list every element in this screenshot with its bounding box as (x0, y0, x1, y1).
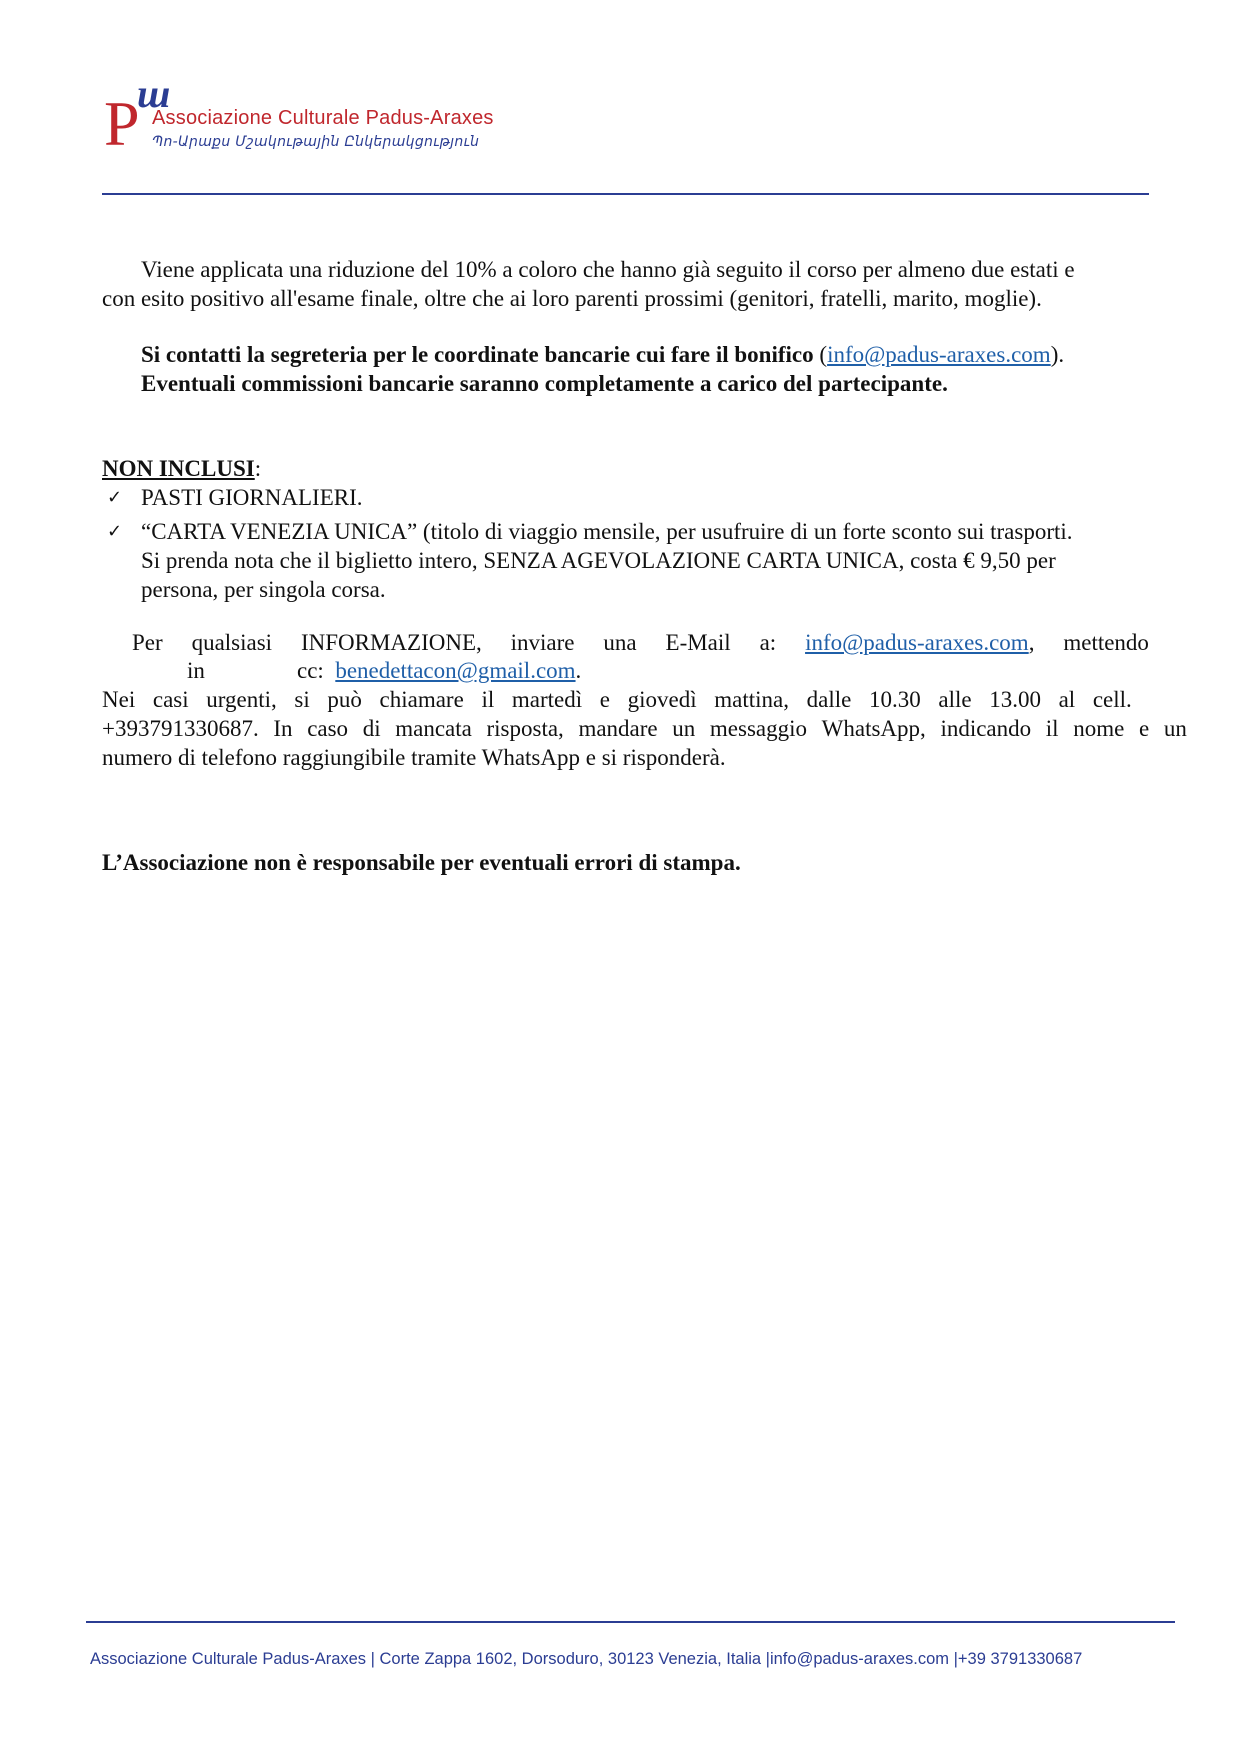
info-word: qualsiasi (191, 630, 273, 655)
urgent-word: si (294, 687, 310, 712)
urgent-word: casi (152, 687, 189, 712)
check-icon: ✓ (107, 521, 123, 542)
header-divider (102, 193, 1149, 195)
urgent-word: risposta, (486, 716, 564, 741)
check-icon: ✓ (107, 487, 123, 508)
non-inclusi-item-2-line-2: Si prenda nota che il biglietto intero, SENZA AGEVOLAZIONE CARTA UNICA, costa € 9,50 per (141, 548, 1056, 573)
non-inclusi-item-1: PASTI GIORNALIERI. (141, 485, 363, 510)
urgent-word: un (672, 716, 696, 741)
bank-instruction: Si contatti la segreteria per le coordinate bancarie cui fare il bonifico (141, 342, 814, 367)
discount-line-1: Viene applicata una riduzione del 10% a coloro che hanno già seguito il corso per almeno due estati e (141, 257, 1075, 282)
urgent-word: mattina, (714, 687, 789, 712)
urgent-word: il (481, 687, 495, 712)
urgent-word: urgenti, (206, 687, 277, 712)
urgent-line-2 (102, 714, 1187, 743)
bank-close: ). (1050, 342, 1065, 367)
urgent-line-1 (102, 685, 1132, 714)
urgent-word: caso (307, 716, 349, 741)
info-in: in (187, 658, 205, 683)
footer-divider (86, 1621, 1175, 1623)
urgent-word: dalle (806, 687, 852, 712)
bank-email-link[interactable]: info@padus-araxes.com (827, 342, 1051, 367)
info-comma: , (1028, 630, 1035, 655)
disclaimer: L’Associazione non è responsabile per eventuali errori di stampa. (102, 850, 741, 875)
info-word: E-Mail (665, 630, 731, 655)
urgent-line-3: numero di telefono raggiungibile tramite WhatsApp e si risponderà. (102, 745, 726, 770)
urgent-word: 13.00 (989, 687, 1041, 712)
urgent-word: Nei (102, 687, 136, 712)
footer-contact: Associazione Culturale Padus-Araxes | Corte Zappa 1602, Dorsoduro, 30123 Venezia, Italia |info@padus-araxes.com |+39 3791330687 (90, 1650, 1083, 1668)
urgent-word: messaggio (709, 716, 808, 741)
urgent-word: giovedì (627, 687, 697, 712)
info-period: . (575, 658, 582, 683)
info-word: inviare (510, 630, 575, 655)
info-word: una (603, 630, 637, 655)
urgent-word: In (273, 716, 293, 741)
info-email-link[interactable]: info@padus-araxes.com (805, 630, 1029, 655)
urgent-word: chiamare (379, 687, 464, 712)
bank-open-paren: ( (819, 342, 828, 367)
urgent-word: martedì (511, 687, 583, 712)
urgent-word: mancata (395, 716, 472, 741)
info-word: Per (132, 630, 163, 655)
urgent-word: e (599, 687, 610, 712)
info-cc-label: cc: (297, 658, 324, 683)
non-inclusi-colon: : (254, 456, 262, 481)
logo-org-name-armenian: Պո-Արաքս Մշակութային Ընկերակցություն (152, 134, 480, 150)
bank-line-2: Eventuali commissioni bancarie saranno completamente a carico del partecipante. (141, 371, 948, 396)
urgent-word: nome (1073, 716, 1125, 741)
urgent-word: un (1163, 716, 1187, 741)
non-inclusi-heading-row (102, 454, 261, 483)
urgent-word: alle (938, 687, 972, 712)
cc-email-link[interactable]: benedettacon@gmail.com (335, 658, 576, 683)
urgent-word: il (1045, 716, 1059, 741)
logo-letter-p: P (104, 88, 140, 159)
info-word: a: (759, 630, 777, 655)
logo-letter-w: ш (137, 71, 171, 116)
urgent-word: mandare (578, 716, 658, 741)
urgent-word: 10.30 (868, 687, 921, 712)
info-word: mettendo (1063, 630, 1149, 655)
urgent-word: indicando (940, 716, 1032, 741)
logo-org-name: Associazione Culturale Padus-Araxes (152, 107, 494, 129)
urgent-word: e (1138, 716, 1150, 741)
non-inclusi-item-2-line-3: persona, per singola corsa. (141, 577, 386, 602)
non-inclusi-item-2-line-1: “CARTA VENEZIA UNICA” (titolo di viaggio mensile, per usufruire di un forte sconto sui trasporti. (141, 519, 1073, 544)
urgent-word: al (1058, 687, 1076, 712)
info-line-1 (132, 628, 1149, 657)
urgent-word: può (327, 687, 362, 712)
urgent-word: +393791330687. (102, 716, 259, 741)
urgent-word: di (362, 716, 381, 741)
non-inclusi-heading: NON INCLUSI (102, 456, 255, 481)
bank-line-1 (141, 340, 1064, 369)
urgent-word: WhatsApp, (821, 716, 926, 741)
info-line-2 (297, 656, 581, 685)
urgent-word: cell. (1092, 687, 1132, 712)
info-word: INFORMAZIONE, (300, 630, 482, 655)
discount-line-2: con esito positivo all'esame finale, oltre che ai loro parenti prossimi (genitori, fratelli, marito, moglie). (102, 286, 1042, 311)
